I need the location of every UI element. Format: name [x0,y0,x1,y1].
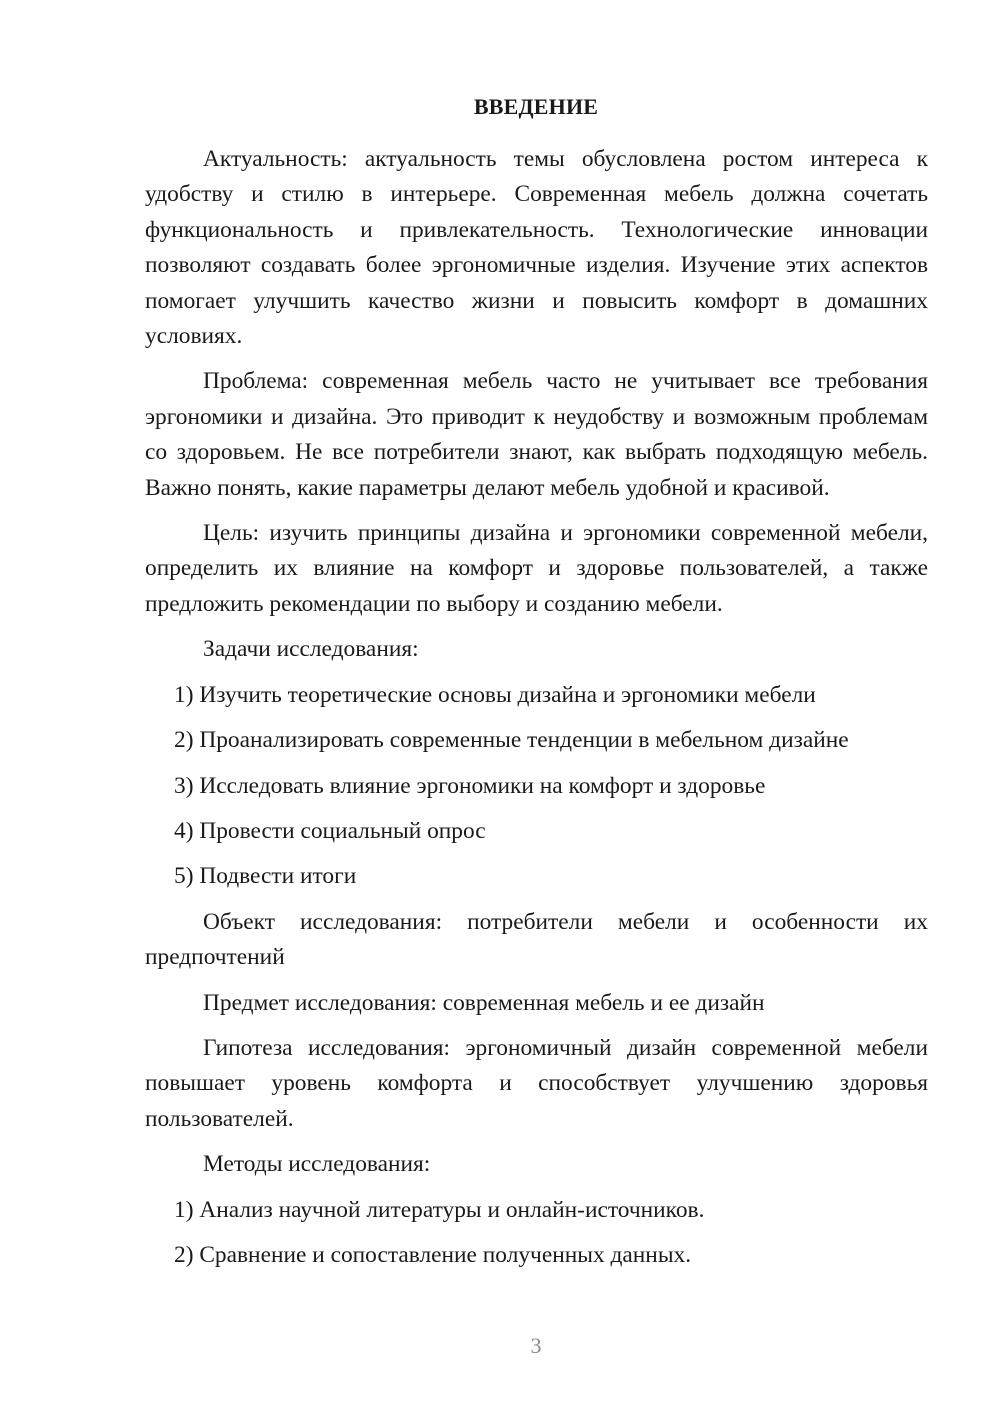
task-item: 3) Исследовать влияние эргономики на комфорт и здоровье [174,772,766,799]
document-body [145,142,928,1283]
subject-paragraph: Предмет исследования: современная мебель и ее дизайн [203,989,765,1016]
object-paragraph: Объект исследования: потребители мебели и особенности их предпочтений [145,908,928,971]
section-heading: ВВЕДЕНИЕ [473,94,599,119]
task-item: 4) Провести социальный опрос [174,817,486,844]
hypothesis-paragraph: Гипотеза исследования: эргономичный дизайн современной мебели повышает уровень комфорта и способствует улучшению здоровья пользователей. [145,1034,928,1132]
relevance-paragraph: Актуальность: актуальность темы обусловлена ростом интереса к удобству и стилю в интерьере. Современная мебель должна сочетать функциональность и привлекательность. Технологические инновации позволяют создавать более эргономичные изделия. Изучение этих аспектов помогает улучшить качество жизни и повысить комфорт в домашних условиях. [145,146,928,350]
problem-paragraph: Проблема: современная мебель часто не учитывает все требования эргономики и дизайна. Это приводит к неудобству и возможным проблемам со здоровьем. Не все потребители знают, как выбрать подходящую мебель. Важно понять, какие параметры делают мебель удобной и красивой. [145,368,928,501]
task-item: 5) Подвести итоги [174,863,357,890]
tasks-title: Задачи исследования: [203,636,419,663]
method-item: 1) Анализ научной литературы и онлайн-источников. [174,1196,705,1223]
methods-title: Методы исследования: [203,1151,431,1178]
task-item: 1) Изучить теоретические основы дизайна и эргономики мебели [174,681,816,708]
method-item: 2) Сравнение и сопоставление полученных данных. [174,1241,692,1268]
task-item: 2) Проанализировать современные тенденции в мебельном дизайне [174,727,849,754]
page-number: 3 [530,1333,542,1358]
goal-paragraph: Цель: изучить принципы дизайна и эргономики современной мебели, определить их влияние на комфорт и здоровье пользователей, а также предложить рекомендации по выбору и созданию мебели. [145,520,928,617]
